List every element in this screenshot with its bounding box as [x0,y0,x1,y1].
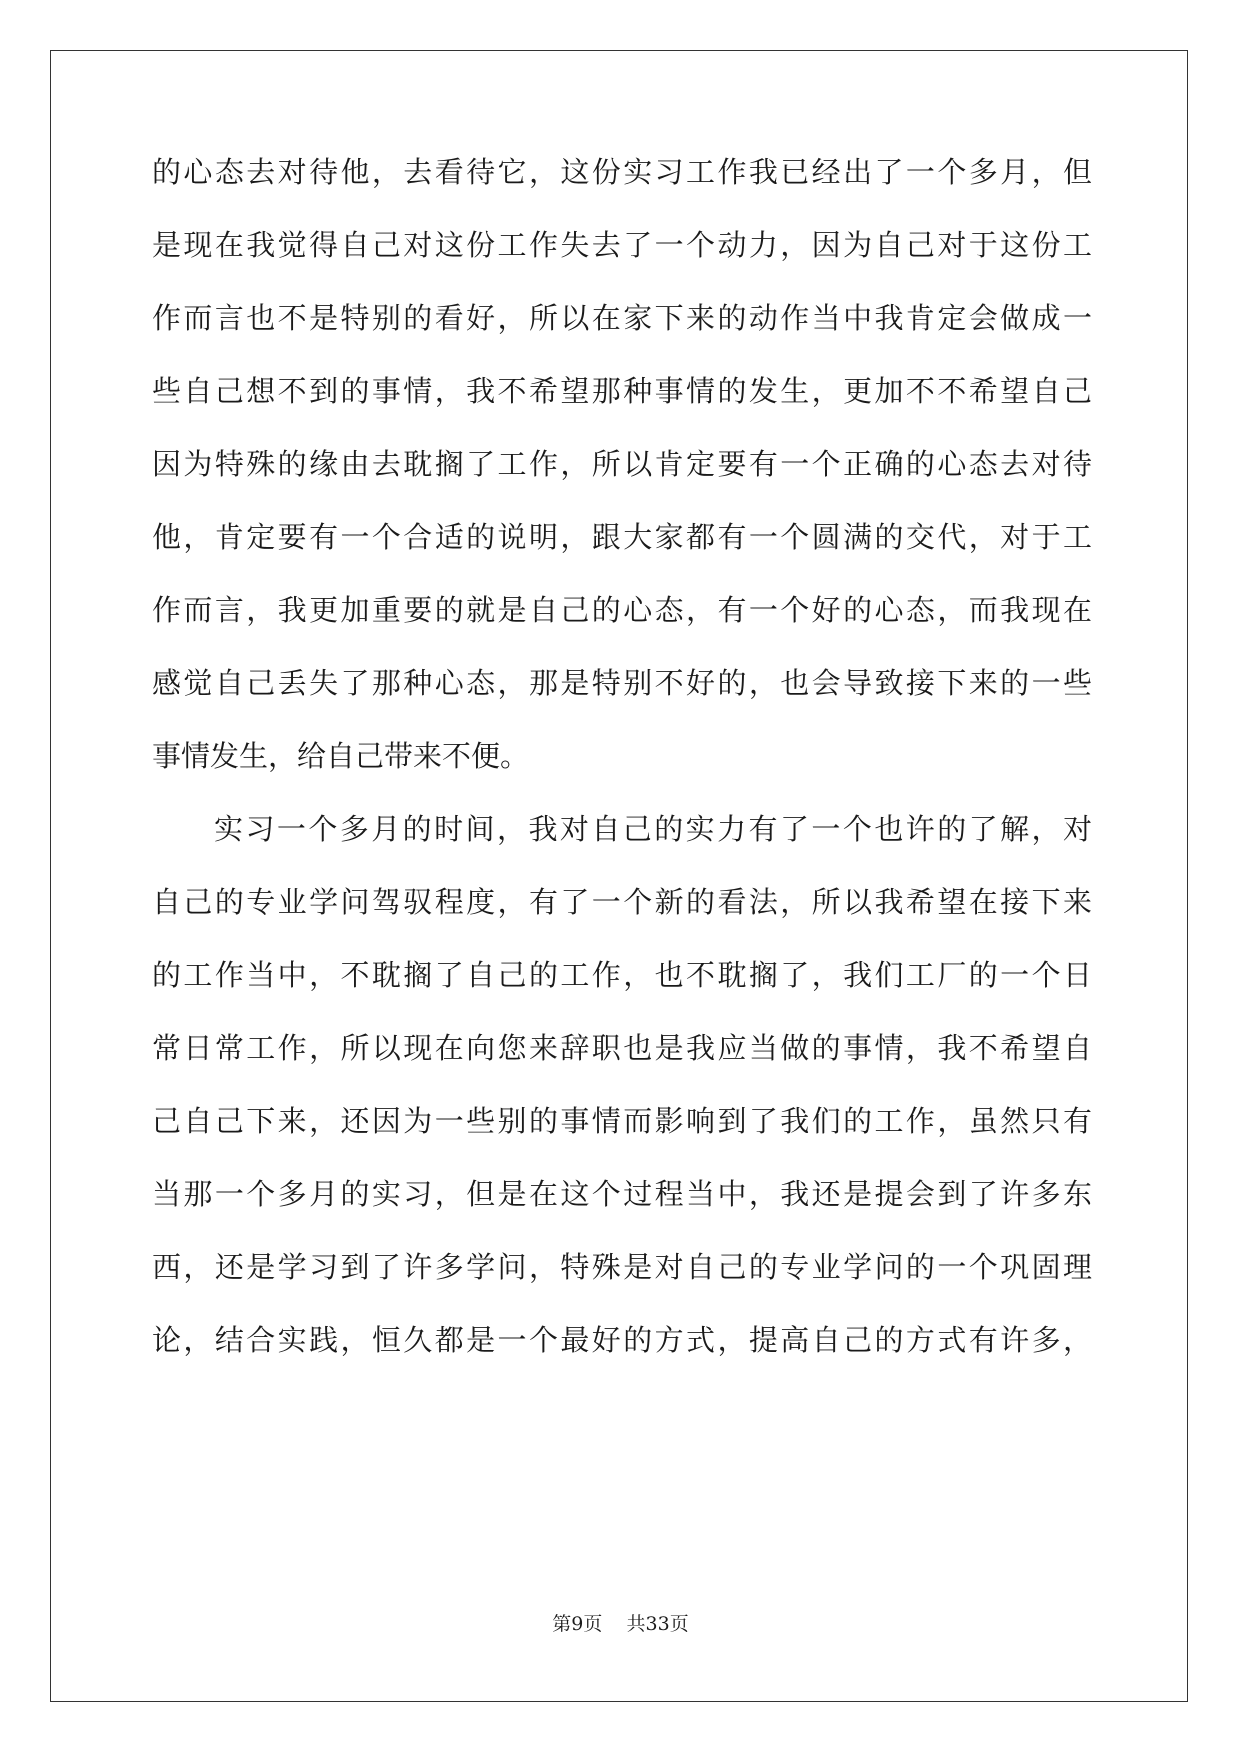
text-line: 的工作当中，不耽搁了自己的工作，也不耽搁了，我们工厂的一个日 [152,958,1092,992]
text-line: 感觉自己丢失了那种心态，那是特别不好的，也会导致接下来的一些 [152,666,1092,700]
text-line: 的心态去对待他，去看待它，这份实习工作我已经出了一个多月，但 [152,155,1092,189]
total-prefix: 共 [626,1613,646,1635]
page-suffix: 页 [583,1613,603,1635]
text-line: 西，还是学习到了许多学问，特殊是对自己的专业学问的一个巩固理 [152,1250,1092,1284]
text-line: 常日常工作，所以现在向您来辞职也是我应当做的事情，我不希望自 [152,1031,1092,1065]
text-line: 作而言也不是特别的看好，所以在家下来的动作当中我肯定会做成一 [152,301,1092,335]
text-line: 些自己想不到的事情，我不希望那种事情的发生，更加不不希望自己 [152,374,1092,408]
text-line: 事情发生，给自己带来不便。 [152,739,530,773]
text-line: 当那一个多月的实习，但是在这个过程当中，我还是提会到了许多东 [152,1177,1092,1211]
text-line: 作而言，我更加重要的就是自己的心态，有一个好的心态，而我现在 [152,593,1092,627]
text-line: 论，结合实践，恒久都是一个最好的方式，提高自己的方式有许多， [152,1323,1092,1357]
text-line: 他，肯定要有一个合适的说明，跟大家都有一个圆满的交代，对于工 [152,520,1092,554]
text-line: 因为特殊的缘由去耽搁了工作，所以肯定要有一个正确的心态去对待 [152,447,1092,481]
text-line: 己自己下来，还因为一些别的事情而影响到了我们的工作，虽然只有 [152,1104,1092,1138]
text-line: 自己的专业学问驾驭程度，有了一个新的看法，所以我希望在接下来 [152,885,1092,919]
page-border [50,50,1188,1702]
total-suffix: 页 [669,1613,689,1635]
page-prefix: 第 [552,1613,572,1635]
page-number: 9 [571,1613,584,1635]
total-pages: 33 [645,1613,670,1635]
text-line: 实习一个多月的时间，我对自己的实力有了一个也许的了解，对 [214,812,1092,846]
text-line: 是现在我觉得自己对这份工作失去了一个动力，因为自己对于这份工 [152,228,1092,262]
page-footer [0,1612,1241,1636]
